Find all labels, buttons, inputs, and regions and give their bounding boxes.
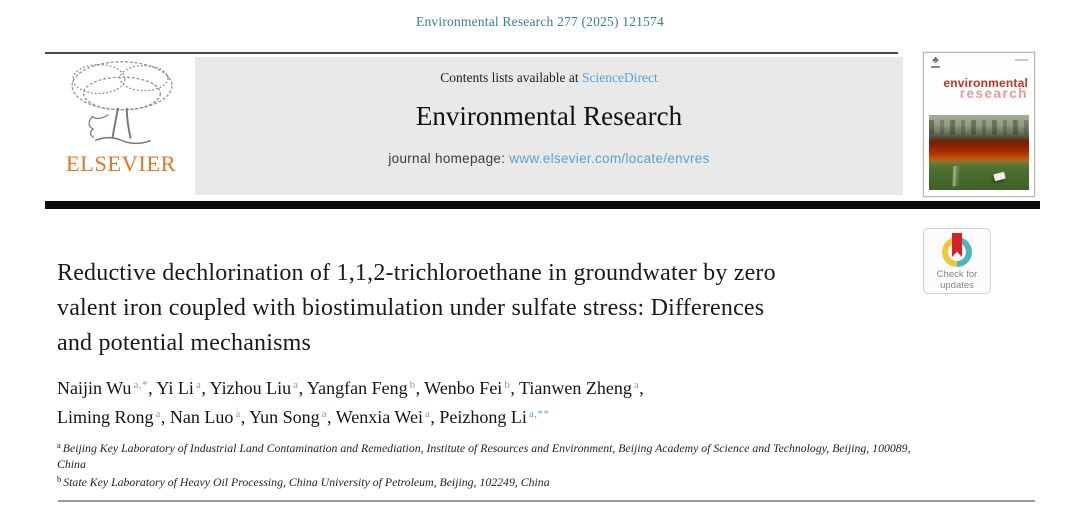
elsevier-wordmark: ELSEVIER [65, 151, 177, 176]
affiliation [57, 438, 921, 472]
author-name: Tianwen Zheng [519, 378, 632, 398]
sciencedirect-link[interactable]: ScienceDirect [582, 70, 658, 85]
author-affiliation-marker: a [195, 379, 202, 391]
article-title-line: valent iron coupled with biostimulation under sulfate stress: Differences [57, 295, 765, 321]
author-affiliation-marker: a [293, 379, 299, 391]
elsevier-logo [52, 57, 190, 195]
cover-title-word1: environmental [943, 76, 1028, 90]
author-name: Peizhong Li [439, 406, 527, 427]
header-divider-bar [45, 201, 1040, 209]
author-affiliation-marker: a [235, 407, 241, 420]
author-name: Nan Luo [169, 406, 234, 427]
cover-stamp-icon: ♣ [932, 55, 939, 66]
crossmark-bookmark-icon [952, 233, 962, 257]
author-list: Naijin Wu $^{a,*}$, Yi Li $^a$, Yizhou Liu $^a$, Yangfan Feng $^b$, Wenbo Fei $^b$, Tianwen Zheng $^a$, Liming Rong $^a$, Nan Luo $^a$, Yun Song $^a$, Wenxia Wei $^a$, Peizhong Li $^{a,**}$ [57, 378, 644, 427]
author-affiliation-marker: a,** [528, 407, 550, 420]
author-name: Yi Li [156, 378, 194, 398]
contents-line [195, 70, 903, 86]
cover-skyline [929, 120, 1029, 135]
cover-title-word2: research [959, 86, 1028, 101]
cover-vehicle [993, 172, 1005, 181]
homepage-line [195, 151, 903, 166]
affiliation [57, 472, 921, 491]
cover-header [924, 53, 1034, 111]
cover-title [943, 77, 1028, 100]
homepage-prefix: journal homepage: [388, 151, 510, 166]
affiliation-marker: a [57, 440, 61, 450]
header-top-rule [45, 52, 898, 54]
author-affiliation-marker: a [633, 379, 640, 391]
author-name: Wenbo Fei [424, 378, 503, 398]
affiliation-marker: b [57, 474, 62, 484]
author-name: Yun Song [249, 406, 320, 427]
affiliation-list [57, 438, 921, 491]
journal-homepage-link[interactable]: www.elsevier.com/locate/envres [509, 151, 710, 166]
article-title [57, 256, 947, 361]
journal-cover-thumbnail[interactable] [923, 52, 1035, 197]
cover-road [929, 162, 988, 190]
footnote-rule [58, 500, 1035, 502]
journal-masthead [195, 57, 903, 195]
author-affiliation-marker: b [504, 379, 511, 391]
author-affiliation-marker: a [321, 407, 328, 420]
author-name: Yizhou Liu [209, 378, 292, 398]
author-name: Naijin Wu [57, 378, 132, 398]
author-affiliation-marker: a [155, 407, 161, 420]
affiliation-text: Beijing Key Laboratory of Industrial Land Contamination and Remediation, Institute of Resources and Environment, Beijing Academy of Science and Technology, Beijing, 100089, China [57, 441, 911, 471]
contents-prefix: Contents lists available at [440, 70, 582, 85]
author-name: Liming Rong [57, 406, 154, 427]
cover-issue-mark [1015, 59, 1028, 61]
elsevier-tree-icon [52, 57, 190, 153]
cover-photo [929, 115, 1029, 190]
affiliation-text: State Key Laboratory of Heavy Oil Processing, China University of Petroleum, Beijing, 102249, China [63, 475, 550, 489]
journal-title: Environmental Research [415, 101, 683, 131]
article-title-line: Reductive dechlorination of 1,1,2-trichloroethane in groundwater by zero [57, 260, 776, 286]
author-affiliation-marker: b [409, 379, 416, 391]
article-title-line: and potential mechanisms [57, 330, 312, 356]
journal-citation: Environmental Research 277 (2025) 121574 [416, 14, 664, 29]
author-affiliation-marker: a,* [133, 379, 149, 391]
author-name: Yangfan Feng [306, 378, 408, 398]
author-name: Wenxia Wei [335, 406, 423, 427]
crossmark-label: Check for updates [936, 269, 978, 291]
author-affiliation-marker: a [424, 407, 431, 420]
